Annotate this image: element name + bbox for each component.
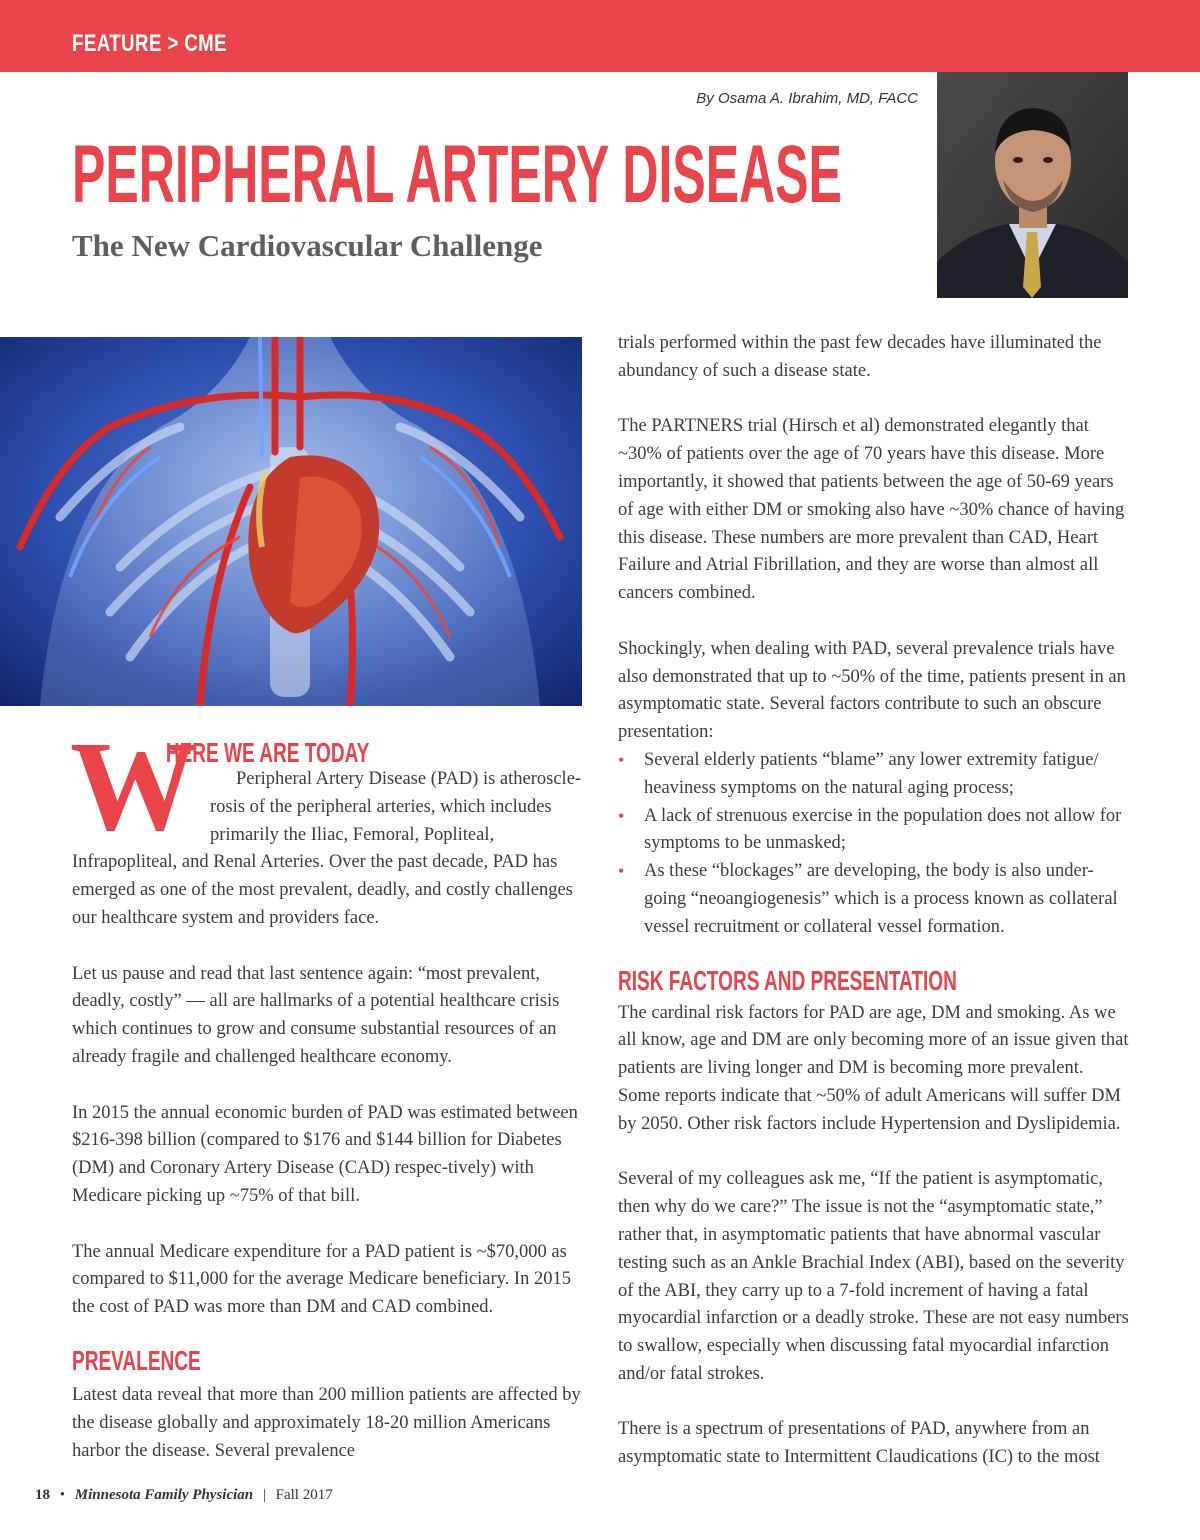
paragraph: trials performed within the past few decades have illuminated the abundancy of such a disease state.: [618, 333, 1102, 381]
heading-prevalence: PREVALENCE: [72, 1344, 201, 1376]
byline: By Osama A. Ibrahim, MD, FACC: [696, 90, 918, 107]
list-item-text: As these “blockages” are developing, the body is also under-going “neoangiogenesis” which is a process known as collateral vessel recruitment or collateral vessel formation.: [644, 861, 1118, 937]
header-bar: [0, 0, 1200, 72]
list-item: [618, 747, 1130, 803]
list-item: [618, 803, 1130, 859]
bullet-icon: •: [618, 805, 625, 826]
paragraph: Latest data reveal that more than 200 million patients are affected by the disease globally and approximately 18-20 million Americans harbor the disease. Several prevalence: [72, 1384, 581, 1461]
paragraph-text: Peripheral Artery Disease (PAD) is atheroscle-rosis of the peripheral arteries, which includes primarily the Iliac, Femoral, Popliteal, Infrapopliteal, and Renal Arteries. Over the past decade, PAD has emerged as one of the most prevalent, deadly, and costly challenges our healthcare system and providers face.: [72, 769, 582, 928]
heading-risk-factors: RISK FACTORS AND PRESENTATION: [618, 964, 957, 996]
section-label[interactable]: FEATURE > CME: [72, 30, 228, 57]
right-column: [618, 330, 1130, 1472]
article-subtitle: The New Cardiovascular Challenge: [72, 228, 543, 263]
author-photo: [937, 72, 1128, 298]
page-footer: [35, 1487, 333, 1504]
article-title: PERIPHERAL ARTERY DISEASE: [72, 129, 842, 220]
list-item: [618, 858, 1130, 941]
paragraph: The cardinal risk factors for PAD are age, DM and smoking. As we all know, age and DM are only becoming more of an issue given that patients are living longer and DM is becoming more prevalent. Some reports indicate that ~50% of adult Americans will suffer DM by 2050. Other risk factors include Hypertension and Dyslipidemia.: [618, 1002, 1129, 1134]
left-column: [70, 715, 584, 1465]
paragraph: The annual Medicare expenditure for a PAD patient is ~$70,000 as compared to $11,000 for the average Medicare beneficiary. In 2015 the cost of PAD was more than DM and CAD combined.: [72, 1241, 571, 1318]
heading-where-we-are-today: HERE WE ARE TODAY: [165, 737, 370, 768]
publication-name: Minnesota Family Physician: [74, 1487, 254, 1503]
paragraph: Let us pause and read that last sentence again: “most prevalent, deadly, costly” — all are hallmarks of a potential healthcare crisis which continues to grow and consume substantial resources of an already fragile and challenged healthcare economy.: [72, 963, 560, 1067]
footer-divider: |: [262, 1487, 266, 1503]
factor-list: [618, 747, 1130, 942]
paragraph: Shockingly, when dealing with PAD, several prevalence trials have also demonstrated that up to ~50% of the time, patients present in an asymptomatic state. Several factors contribute to such an obscure presentation:: [618, 638, 1126, 743]
list-item-text: A lack of strenuous exercise in the population does not allow for symptoms to be unmasked;: [644, 805, 1122, 854]
issue-date: Fall 2017: [275, 1487, 333, 1503]
paragraph: Several of my colleagues ask me, “If the patient is asymptomatic, then why do we care?” The issue is not the “asymptomatic state,” rather that, in asymptomatic patients that have abnormal vascular testing such as an Ankle Brachial Index (ABI), based on the severity of the ABI, they carry up to a 7-fold increment of having a fatal myocardial infarction or a deadly stroke. These are not easy numbers to swallow, especially when discussing fatal myocardial infarction and/or fatal strokes.: [618, 1169, 1129, 1384]
footer-bullet: •: [59, 1487, 66, 1503]
paragraph: There is a spectrum of presentations of PAD, anywhere from an asymptomatic state to Intermittent Claudications (IC) to the most: [618, 1419, 1100, 1468]
hero-illustration: [0, 337, 582, 706]
drop-cap: W: [70, 715, 198, 857]
paragraph: In 2015 the annual economic burden of PAD was estimated between $216-398 billion (compared to $176 and $144 billion for Diabetes (DM) and Coronary Artery Disease (CAD) respec-tively) with Medicare picking up ~75% of that bill.: [72, 1102, 578, 1206]
paragraph: The PARTNERS trial (Hirsch et al) demonstrated elegantly that ~30% of patients over the age of 70 years have this disease. More importantly, it showed that patients between the age of 50-69 years of age with either DM or smoking also have ~30% chance of having this disease. These numbers are more prevalent than CAD, Heart Failure and Atrial Fibrillation, and they are worse than almost all cancers combined.: [618, 416, 1125, 604]
page-number: 18: [35, 1487, 50, 1503]
bullet-icon: •: [618, 861, 625, 882]
list-item-text: Several elderly patients “blame” any lower extremity fatigue/ heaviness symptoms on the natural aging process;: [644, 749, 1099, 798]
bullet-icon: •: [618, 749, 625, 770]
